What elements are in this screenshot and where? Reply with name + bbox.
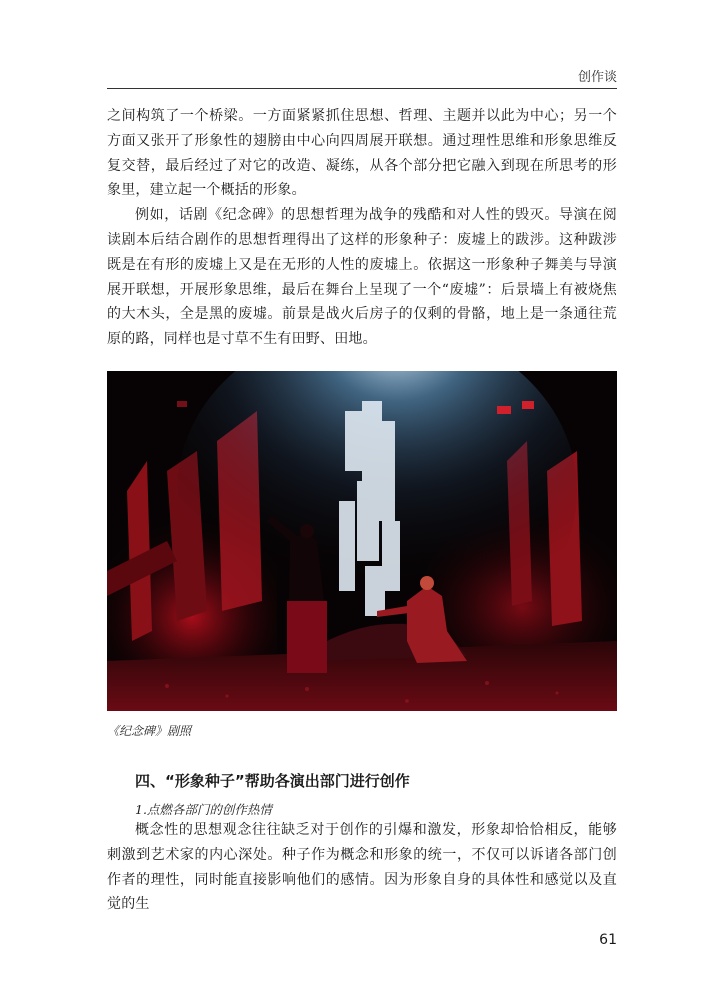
- page-number: 61: [599, 932, 617, 948]
- figure-caption: 《纪念碑》剧照: [107, 724, 192, 738]
- header-rule: [107, 88, 617, 89]
- body-text-top: [107, 104, 617, 352]
- paragraph: 之间构筑了一个桥梁。一方面紧紧抓住思想、哲理、主题并以此为中心；另一个方面又张开了形象性的翅膀由中心向四周展开联想。通过理性思维和形象思维反复交替，最后经过了对它的改造、凝练，从各个部分把它融入到现在所思考的形象里，建立起一个概括的形象。: [107, 108, 617, 199]
- stage-photo: [107, 371, 617, 711]
- paragraph: 例如，话剧《纪念碑》的思想哲理为战争的残酷和对人性的毁灭。导演在阅读剧本后结合剧作的思想哲理得出了这样的形象种子：废墟上的跋涉。这种跋涉既是在有形的废墟上又是在无形的人性的废墟上。依据这一形象种子舞美与导演展开联想，开展形象思维，最后在舞台上呈现了一个“废墟”：后景墙上有被烧焦的大木头，全是黑的废墟。前景是战火后房子的仅剩的骨骼，地上是一条通往荒原的路，同样也是寸草不生有田野、田地。: [107, 207, 617, 348]
- body-text-bottom: [107, 818, 617, 917]
- paragraph: 概念性的思想观念往往缺乏对于创作的引爆和激发，形象却恰恰相反，能够刺激到艺术家的内心深处。种子作为概念和形象的统一，不仅可以诉诸各部门创作者的理性，同时能直接影响他们的感情。因为形象自身的具体性和感觉以及直觉的生: [107, 822, 617, 913]
- section-heading: 四、“形象种子”帮助各演出部门进行创作: [135, 772, 410, 790]
- running-head: 创作谈: [577, 70, 617, 85]
- subsection-heading: 1.点燃各部门的创作热情: [135, 802, 272, 817]
- stage-photo-image: [107, 371, 617, 711]
